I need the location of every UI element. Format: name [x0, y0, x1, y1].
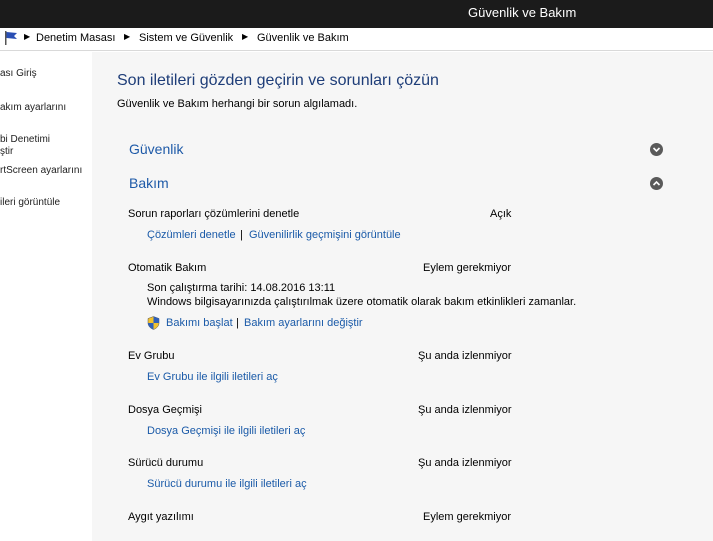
window-title: Güvenlik ve Bakım [468, 5, 577, 20]
file-history-status: Şu anda izlenmiyor [418, 404, 512, 416]
homegroup-status: Şu anda izlenmiyor [418, 350, 512, 362]
change-maintenance-settings-link[interactable]: Bakım ayarlarını değiştir [244, 317, 363, 329]
breadcrumb-arrow-icon[interactable]: ▶ [124, 32, 131, 41]
drive-status-label: Sürücü durumu [128, 457, 204, 469]
sidebar-item-maintenance-settings[interactable]: akım ayarlarını [0, 102, 67, 113]
page-title: Son iletileri gözden geçirin ve sorunları çözün [117, 72, 439, 89]
device-software-status: Eylem gerekmiyor [423, 511, 512, 523]
sidebar-item-archived-messages[interactable]: ileri görüntüle [0, 197, 61, 208]
start-maintenance-link[interactable]: Bakımı başlat [166, 317, 233, 329]
problem-reports-label: Sorun raporları çözümlerini denetle [128, 208, 300, 220]
breadcrumb-control-panel[interactable]: Denetim Masası [36, 32, 116, 44]
breadcrumb-security-maintenance[interactable]: Güvenlik ve Bakım [257, 32, 349, 44]
maintenance-section-title[interactable]: Bakım [129, 175, 169, 191]
breadcrumb-arrow-icon[interactable]: ▶ [24, 32, 31, 41]
chevron-up-icon[interactable] [650, 177, 663, 190]
drive-status-messages-link[interactable]: Sürücü durumu ile ilgili iletileri aç [147, 478, 307, 490]
auto-maintenance-description: Windows bilgisayarınızda çalıştırılmak üzere otomatik olarak bakım etkinlikleri zamanlar. [147, 296, 577, 308]
page-subtitle: Güvenlik ve Bakım herhangi bir sorun algılamadı. [117, 98, 358, 110]
sidebar-item-smartscreen[interactable]: rtScreen ayarlarını [0, 165, 83, 176]
sidebar-item-control-panel-home[interactable]: ası Giriş [0, 68, 37, 79]
sidebar [0, 52, 92, 541]
link-separator: | [240, 229, 243, 241]
drive-status-status: Şu anda izlenmiyor [418, 457, 512, 469]
file-history-messages-link[interactable]: Dosya Geçmişi ile ilgili iletileri aç [147, 425, 306, 437]
device-software-label: Aygıt yazılımı [128, 511, 194, 523]
breadcrumb-arrow-icon[interactable]: ▶ [242, 32, 249, 41]
sidebar-item-uac-settings-line2[interactable]: ştir [0, 146, 14, 157]
control-panel-flag-icon [2, 30, 20, 46]
reliability-history-link[interactable]: Güvenilirlik geçmişini görüntüle [249, 229, 401, 241]
breadcrumb-system-security[interactable]: Sistem ve Güvenlik [139, 32, 234, 44]
title-bar [0, 0, 713, 28]
chevron-down-icon[interactable] [650, 143, 663, 156]
file-history-label: Dosya Geçmişi [128, 404, 202, 416]
breadcrumb[interactable] [0, 28, 713, 51]
sidebar-item-uac-settings[interactable]: bi Denetimi [0, 134, 51, 145]
link-separator: | [236, 317, 239, 329]
auto-maintenance-label: Otomatik Bakım [128, 262, 207, 274]
auto-maintenance-status: Eylem gerekmiyor [423, 262, 512, 274]
homegroup-label: Ev Grubu [128, 350, 175, 362]
check-solutions-link[interactable]: Çözümleri denetle [147, 229, 236, 241]
security-section-title[interactable]: Güvenlik [129, 141, 184, 157]
last-run-date: Son çalıştırma tarihi: 14.08.2016 13:11 [147, 282, 336, 294]
main-panel [92, 52, 713, 541]
problem-reports-status: Açık [490, 208, 512, 220]
homegroup-messages-link[interactable]: Ev Grubu ile ilgili iletileri aç [147, 371, 278, 383]
uac-shield-icon [147, 316, 160, 330]
